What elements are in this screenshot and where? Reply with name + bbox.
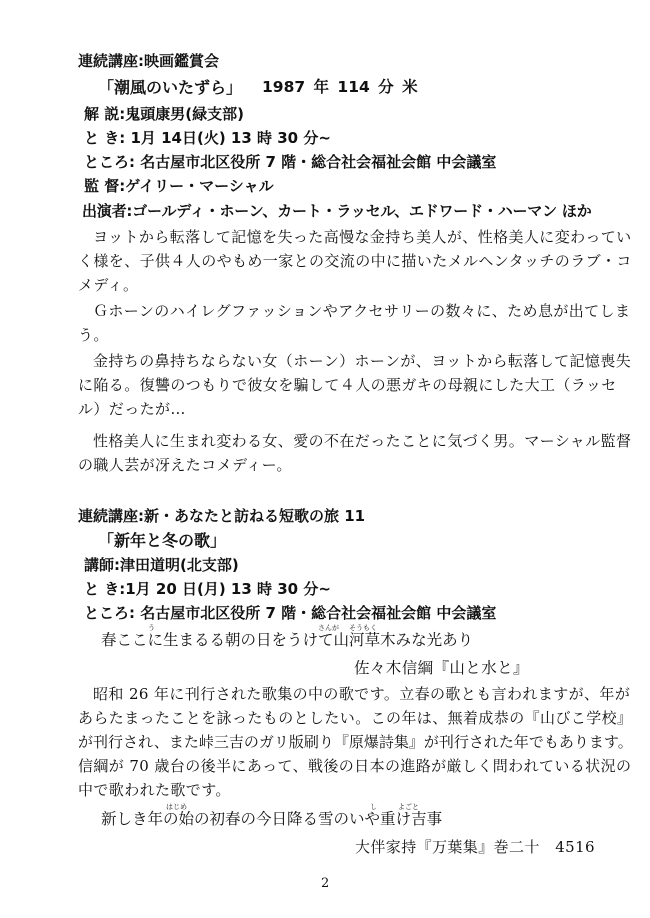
section2-venue: ところ: 名古屋市北区役所 7 階・総合社会福祉会館 中会議室 — [84, 604, 497, 622]
film-title: 「潮風のいたずら」 — [98, 78, 243, 97]
cast: 出演者:ゴールディ・ホーン、カート・ラッセル、エドワード・ハーマン ほか — [82, 202, 592, 220]
poem-1-attribution: 佐々木信綱『山と水と』 — [354, 659, 529, 677]
body-line: の職人芸が冴えたコメディー。 — [78, 456, 292, 474]
body-line: Ｇホーンのハイレグファッションやアクセサリーの数々に、ため息が出てしま — [93, 302, 631, 320]
section1-datetime: と き: 1月 14日(火) 13 時 30 分~ — [84, 129, 331, 147]
body-line: が刊行され、また峠三吉のガリ版刷り『原爆詩集』が刊行された年でもあります。 — [78, 733, 633, 751]
body-line: 性格美人に生まれ変わる女、愛の不在だったことに気づく男。マーシャル監督 — [93, 432, 632, 450]
body-line: 中で歌われた歌です。 — [78, 781, 231, 799]
furigana: う — [148, 624, 155, 632]
furigana: し — [370, 803, 377, 811]
body-line: 昭和 26 年に刊行された歌集の中の歌です。立春の歌とも言われますが、年が — [93, 685, 631, 703]
body-line: メディ。 — [78, 276, 139, 294]
commentary: 解 説:鬼頭康男(緑支部) — [84, 105, 244, 123]
furigana: さんが — [318, 624, 339, 632]
section2-datetime: と き:1月 20 日(月) 13 時 30 分~ — [84, 580, 331, 598]
section2-series-title: 連続講座:新・あなたと訪ねる短歌の旅 11 — [78, 507, 366, 525]
body-line: 信綱が 70 歳台の後半にあって、戦後の日本の進路が厳しく問われている状況の — [78, 757, 632, 775]
body-line: ル）だったが… — [78, 400, 186, 418]
furigana: よごと — [398, 803, 419, 811]
furigana: そうもく — [349, 624, 377, 632]
poem-2: 新しき年の始の初春の今日降る雪のいや重け吉事 — [101, 810, 443, 828]
furigana: はじめ — [166, 803, 187, 811]
body-line: に陥る。復讐のつもりで彼女を騙して４人の悪ガキの母親にした大工（ラッセ — [78, 376, 617, 394]
section1-series-title: 連続講座:映画鑑賞会 — [78, 52, 219, 70]
director: 監 督:ゲイリー・マーシャル — [84, 177, 274, 195]
body-line: う。 — [78, 326, 109, 344]
lecturer: 講師:津田道明(北支部) — [84, 556, 239, 574]
section1-venue: ところ: 名古屋市北区役所 7 階・総合社会福祉会館 中会議室 — [84, 153, 497, 171]
body-line: 金持ちの鼻持ちならない女（ホーン）ホーンが、ヨットから転落して記憶喪失 — [93, 352, 632, 370]
body-line: ヨットから転落して記憶を失った高慢な金持ち美人が、性格美人に変わってい — [93, 228, 632, 246]
body-line: く様を、子供４人のやもめ一家との交流の中に描いたメルヘンタッチのラブ・コ — [78, 252, 632, 270]
poem-2-attribution: 大伴家持『万葉集』巻二十 4516 — [355, 838, 595, 856]
film-meta: 1987 年 114 分 米 — [262, 78, 418, 96]
page-number: 2 — [321, 876, 330, 891]
poem-1: 春ここに生まるる朝の日をうけて山河草木みな光あり — [101, 631, 474, 649]
section2-subtitle: 「新年と冬の歌」 — [98, 531, 227, 550]
body-line: あらたまったことを詠ったものとしたい。この年は、無着成恭の『山びこ学校』 — [78, 709, 633, 727]
